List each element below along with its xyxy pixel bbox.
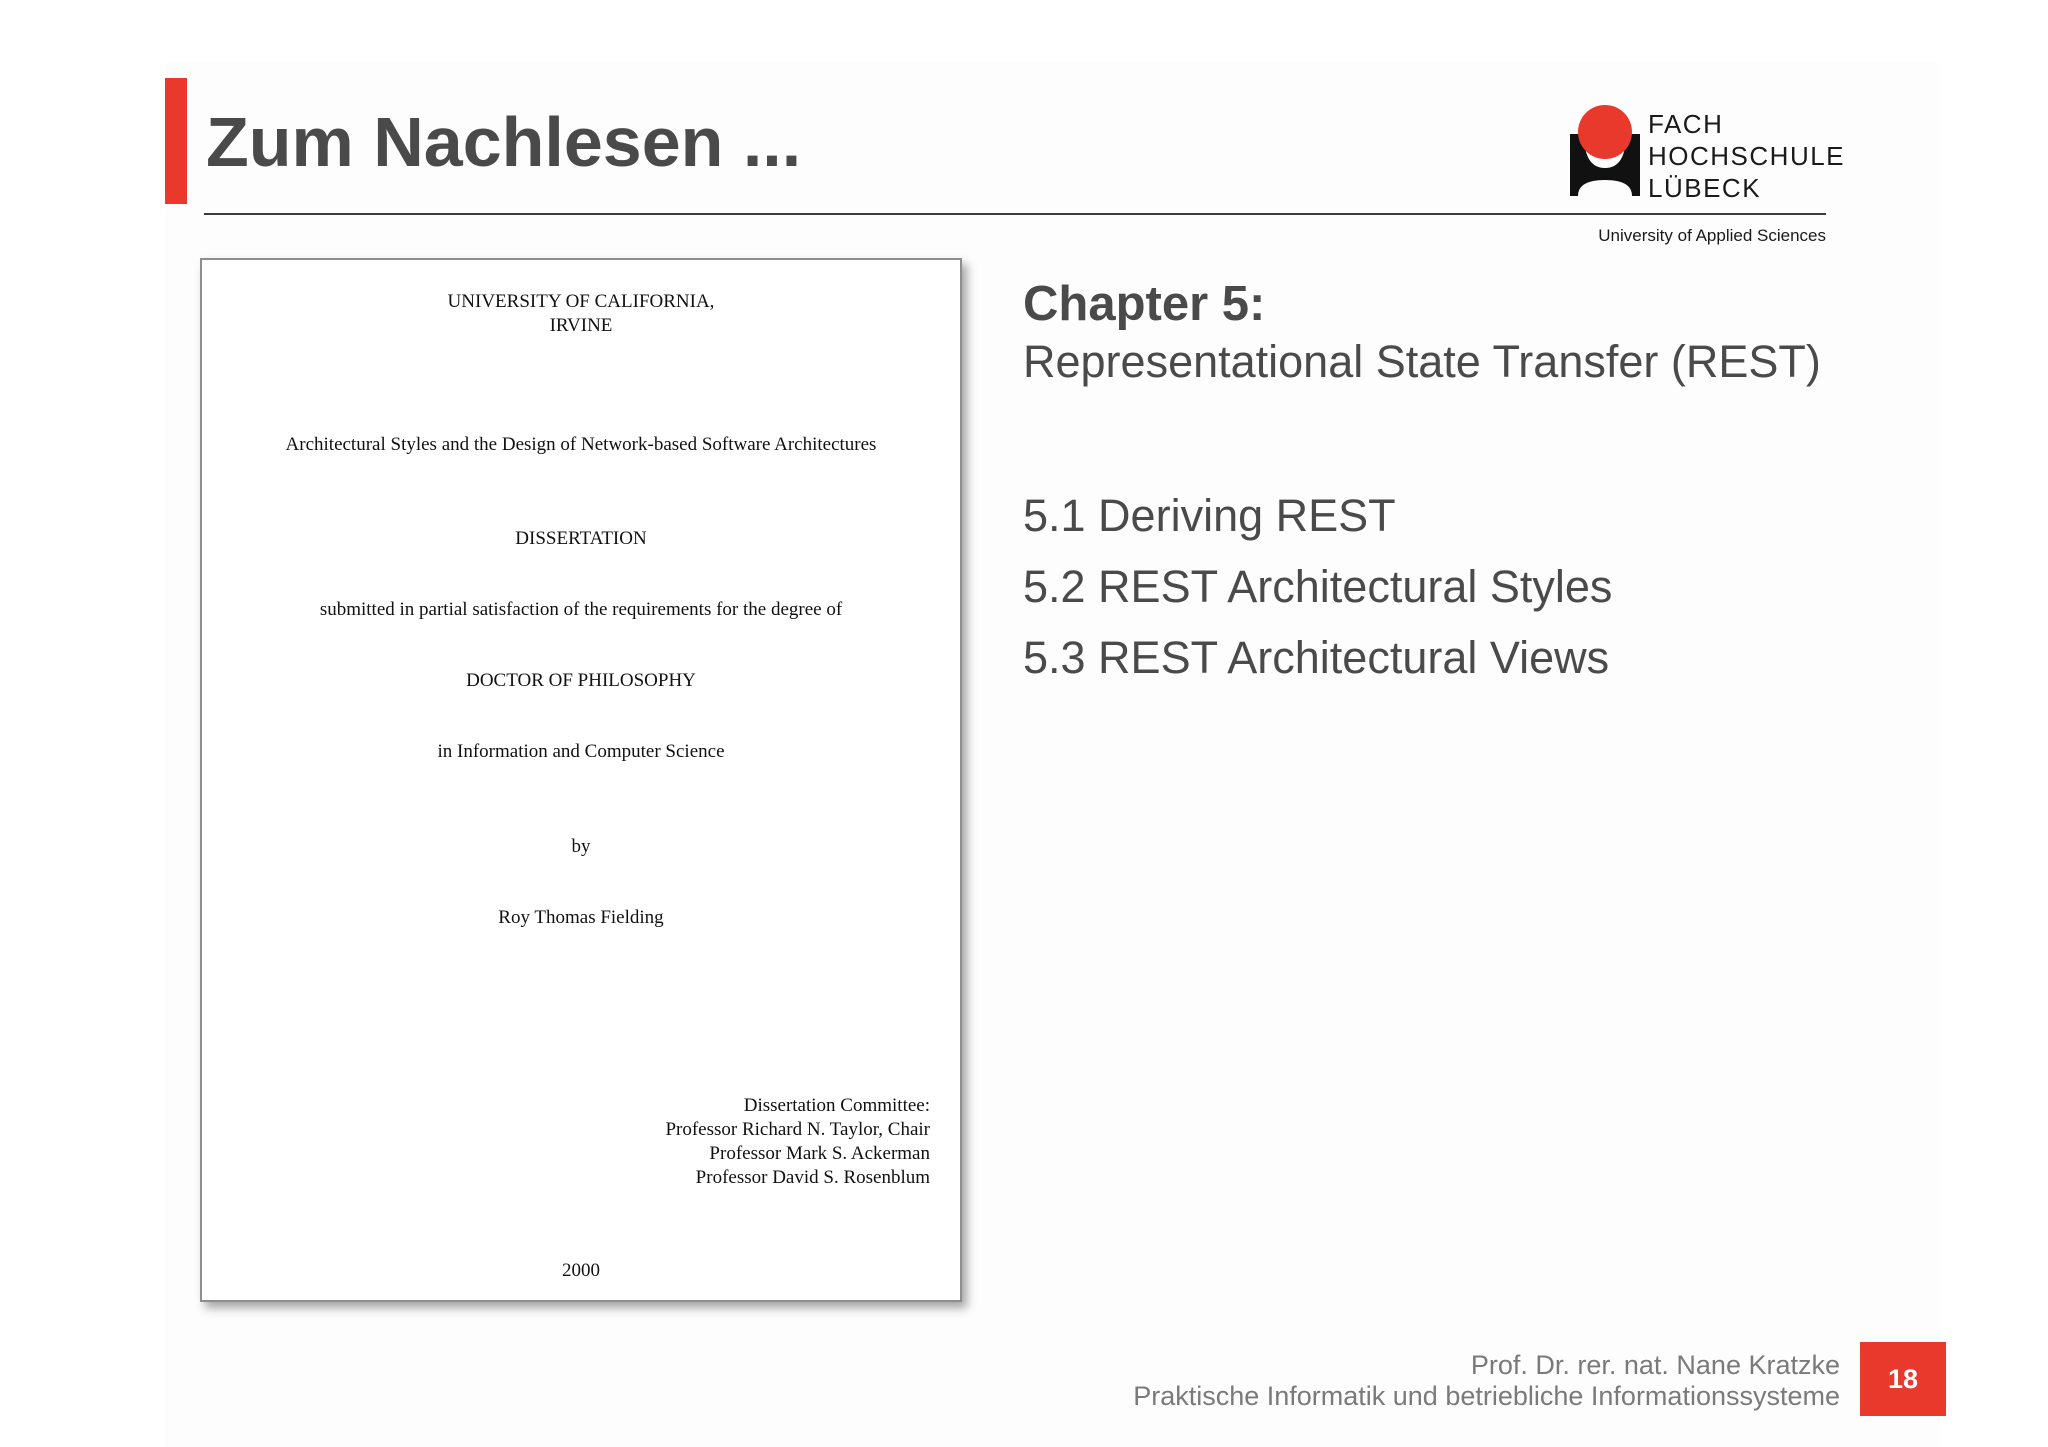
section-list	[1023, 480, 1612, 693]
fh-luebeck-logo-icon	[1570, 104, 1640, 196]
doc-degree: DOCTOR OF PHILOSOPHY	[466, 670, 696, 691]
section-item: 5.2 REST Architectural Styles	[1023, 561, 1613, 612]
logo-wordmark	[1648, 108, 1845, 204]
slide-title: Zum Nachlesen ...	[206, 103, 802, 181]
doc-university-line2: IRVINE	[549, 315, 613, 336]
page-number-badge: 18	[1860, 1342, 1946, 1416]
section-item: 5.3 REST Architectural Views	[1023, 632, 1610, 683]
doc-committee-line: Professor Richard N. Taylor, Chair	[665, 1119, 930, 1140]
logo-tagline: University of Applied Sciences	[1598, 226, 1826, 245]
doc-field: in Information and Computer Science	[437, 741, 725, 762]
footer-course: Praktische Informatik und betriebliche Informationssysteme	[1133, 1381, 1840, 1411]
logo-line-fach: FACH	[1648, 109, 1724, 139]
doc-submitted: submitted in partial satisfaction of the requirements for the degree of	[319, 599, 843, 620]
chapter-subtitle: Representational State Transfer (REST)	[1023, 336, 1821, 387]
doc-type: DISSERTATION	[515, 528, 647, 549]
section-item: 5.1 Deriving REST	[1023, 490, 1396, 541]
doc-author: Roy Thomas Fielding	[498, 907, 664, 928]
doc-committee	[665, 1094, 930, 1190]
logo-line-luebeck: LÜBECK	[1648, 173, 1762, 203]
logo-line-hochschule: HOCHSCHULE	[1648, 141, 1846, 171]
doc-committee-line: Professor David S. Rosenblum	[695, 1167, 930, 1188]
doc-by: by	[571, 836, 591, 857]
footer-author: Prof. Dr. rer. nat. Nane Kratzke	[1470, 1350, 1840, 1380]
logo-red-circle	[1578, 105, 1632, 159]
doc-title: Architectural Styles and the Design of Network-based Software Architectures	[285, 434, 877, 455]
chapter-heading: Chapter 5:	[1023, 277, 1266, 331]
doc-committee-line: Dissertation Committee:	[743, 1095, 930, 1116]
title-accent-bar	[165, 78, 187, 204]
dissertation-title-page	[200, 258, 962, 1302]
doc-committee-line: Professor Mark S. Ackerman	[709, 1143, 930, 1164]
header-divider	[204, 213, 1826, 215]
doc-year: 2000	[562, 1260, 600, 1281]
doc-university-line1: UNIVERSITY OF CALIFORNIA,	[447, 291, 715, 312]
